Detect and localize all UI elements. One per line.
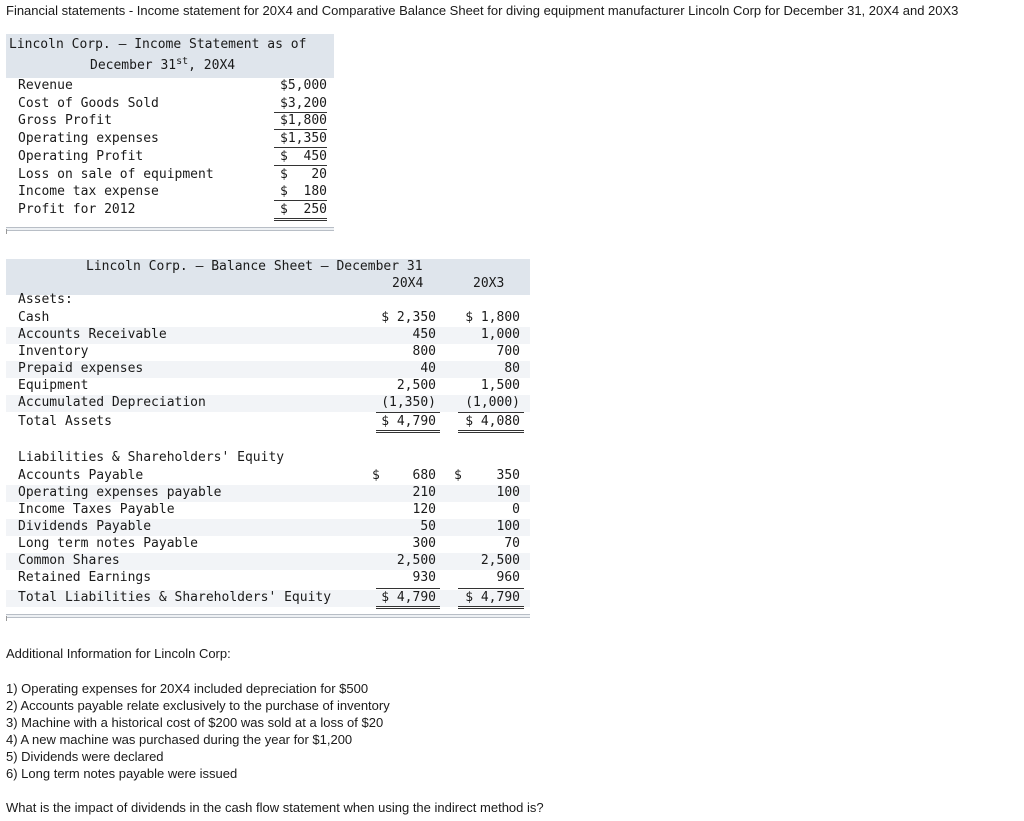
total-rule-line [458, 430, 524, 433]
liability-row-value-20x4: 50 [420, 519, 436, 534]
income-statement-row-value: $3,200 [274, 96, 327, 113]
assets-header [6, 292, 530, 309]
income-statement-row-value: $ 250 [274, 202, 327, 221]
liability-row-value-20x4: 2,500 [396, 553, 436, 568]
additional-info-item: 6) Long term notes payable were issued [6, 766, 238, 781]
liability-row [6, 553, 530, 570]
income-statement-row-label: Gross Profit [18, 113, 112, 128]
asset-row-label: Cash [18, 310, 50, 325]
liability-row [6, 519, 530, 536]
income-statement-heading-line1: Lincoln Corp. – Income Statement as of [9, 37, 307, 52]
balance-sheet-table [6, 259, 530, 605]
total-rule-line [376, 430, 440, 433]
liability-row-value-20x3: 100 [496, 485, 520, 500]
asset-row-label: Accounts Receivable [18, 327, 167, 342]
page-title: Financial statements - Income statement for 20X4 and Comparative Balance Sheet for diving equipment manufacturer Lincoln Corp for December 31, 20X4 and 20X3 [6, 3, 959, 18]
total-rule-line [376, 588, 440, 589]
liability-row-label: Dividends Payable [18, 519, 152, 534]
asset-row [6, 310, 530, 327]
income-statement-heading-line2: December 31st, 20X4 [90, 56, 236, 73]
income-statement-footer-tick [6, 229, 7, 234]
liability-row-label: Income Taxes Payable [18, 502, 175, 517]
liability-row-value-20x4: 300 [412, 536, 436, 551]
asset-row-value-20x3: $ 4,080 [465, 414, 520, 429]
asset-row [6, 344, 530, 361]
liability-row-value-20x3: 960 [496, 570, 520, 585]
balance-sheet-col-20x3: 20X3 [473, 276, 505, 291]
balance-sheet-col-20x4: 20X4 [392, 276, 424, 291]
income-statement-row-label: Cost of Goods Sold [18, 96, 159, 111]
assets-header-label: Assets: [18, 292, 73, 307]
income-statement-row-value: $1,350 [274, 131, 327, 148]
asset-row [6, 378, 530, 395]
asset-row-value-20x3: 80 [504, 361, 520, 376]
asset-row-value-20x4: 800 [412, 344, 436, 359]
liability-row-value-20x4: 930 [412, 570, 436, 585]
asset-row-label: Accumulated Depreciation [18, 395, 206, 410]
liability-row [6, 502, 530, 519]
liability-row-label: Common Shares [18, 553, 120, 568]
liability-row [6, 590, 530, 607]
asset-row [6, 327, 530, 344]
additional-info-item: 5) Dividends were declared [6, 749, 164, 764]
asset-row-value-20x4: (1,350) [381, 395, 436, 410]
income-statement-row-label: Loss on sale of equipment [18, 167, 214, 182]
total-rule-line [458, 606, 524, 609]
income-statement-row-label: Operating Profit [18, 149, 144, 164]
income-statement-row [6, 149, 334, 167]
liability-row [6, 468, 530, 485]
liability-row-value-20x4: 120 [412, 502, 436, 517]
asset-row-value-20x4: 450 [412, 327, 436, 342]
asset-row-value-20x3: 1,500 [480, 378, 520, 393]
liability-row-value-20x4: 680 [412, 468, 436, 483]
income-statement-row-label: Income tax expense [18, 184, 159, 199]
liability-row-label: Retained Earnings [18, 570, 152, 585]
income-statement-footer-bar [6, 227, 334, 231]
income-statement-row [6, 202, 334, 220]
income-statement-row-value: $1,800 [274, 113, 327, 130]
liabilities-header [6, 450, 530, 467]
income-statement-row-label: Revenue [18, 78, 73, 93]
asset-row-label: Equipment [18, 378, 89, 393]
liabilities-header-label: Liabilities & Shareholders' Equity [18, 450, 285, 465]
dollar-sign: $ [454, 468, 462, 483]
additional-info-heading: Additional Information for Lincoln Corp: [6, 646, 231, 661]
balance-sheet-header [6, 259, 530, 295]
income-statement-row-value: $5,000 [280, 78, 327, 93]
income-statement-row [6, 113, 334, 131]
liability-row-label: Operating expenses payable [18, 485, 222, 500]
asset-row [6, 361, 530, 378]
income-statement-row-value: $ 450 [274, 149, 327, 166]
income-statement-row-label: Operating expenses [18, 131, 159, 146]
balance-sheet-footer-bar [6, 614, 530, 618]
liability-row [6, 570, 530, 587]
total-rule-line [376, 606, 440, 609]
total-rule-line [376, 412, 440, 413]
income-statement-row [6, 96, 334, 114]
liability-row-value-20x3: 2,500 [480, 553, 520, 568]
asset-row-value-20x3: $ 1,800 [465, 310, 520, 325]
income-statement-header [6, 34, 334, 78]
liability-row-label: Accounts Payable [18, 468, 144, 483]
asset-row-value-20x3: 1,000 [480, 327, 520, 342]
liability-row-value-20x4: 210 [412, 485, 436, 500]
liability-row-value-20x4: $ 4,790 [381, 590, 436, 605]
asset-row-value-20x3: 700 [496, 344, 520, 359]
additional-info-item: 3) Machine with a historical cost of $200 was sold at a loss of $20 [6, 715, 384, 730]
liability-row-value-20x3: $ 4,790 [465, 590, 520, 605]
asset-row-label: Prepaid expenses [18, 361, 144, 376]
asset-row [6, 395, 530, 412]
liability-row-value-20x3: 350 [496, 468, 520, 483]
balance-sheet-footer-tick [6, 616, 7, 621]
asset-row-value-20x4: 2,500 [396, 378, 436, 393]
liability-row [6, 485, 530, 502]
asset-row-value-20x4: $ 2,350 [381, 310, 436, 325]
liability-row-value-20x3: 0 [512, 502, 520, 517]
total-rule-line [458, 588, 524, 589]
asset-row-value-20x3: (1,000) [465, 395, 520, 410]
additional-info-item: 2) Accounts payable relate exclusively to the purchase of inventory [6, 698, 390, 713]
liability-row-value-20x3: 70 [504, 536, 520, 551]
income-statement-row [6, 131, 334, 149]
additional-info-item: 4) A new machine was purchased during the year for $1,200 [6, 732, 353, 747]
income-statement-row [6, 78, 334, 96]
asset-row-value-20x4: 40 [420, 361, 436, 376]
liability-row-label: Total Liabilities & Shareholders' Equity [18, 590, 332, 605]
income-statement-row-value: $ 180 [274, 184, 327, 201]
income-statement-row-label: Profit for 2012 [18, 202, 136, 217]
asset-row-label: Inventory [18, 344, 89, 359]
liability-row [6, 536, 530, 553]
total-rule-line [458, 412, 524, 413]
asset-row-value-20x4: $ 4,790 [381, 414, 436, 429]
additional-info-item: 1) Operating expenses for 20X4 included depreciation for $500 [6, 681, 369, 696]
balance-sheet-heading: Lincoln Corp. – Balance Sheet – December 31 [86, 259, 423, 274]
liability-row-label: Long term notes Payable [18, 536, 199, 551]
dollar-sign: $ [372, 468, 380, 483]
income-statement-table [6, 34, 334, 217]
income-statement-row [6, 167, 334, 185]
asset-row-label: Total Assets [18, 414, 112, 429]
liability-row-value-20x3: 100 [496, 519, 520, 534]
income-statement-row [6, 184, 334, 202]
asset-row [6, 414, 530, 431]
question-text: What is the impact of dividends in the cash flow statement when using the indirect method is? [6, 800, 544, 815]
income-statement-row-value: $ 20 [280, 167, 327, 182]
